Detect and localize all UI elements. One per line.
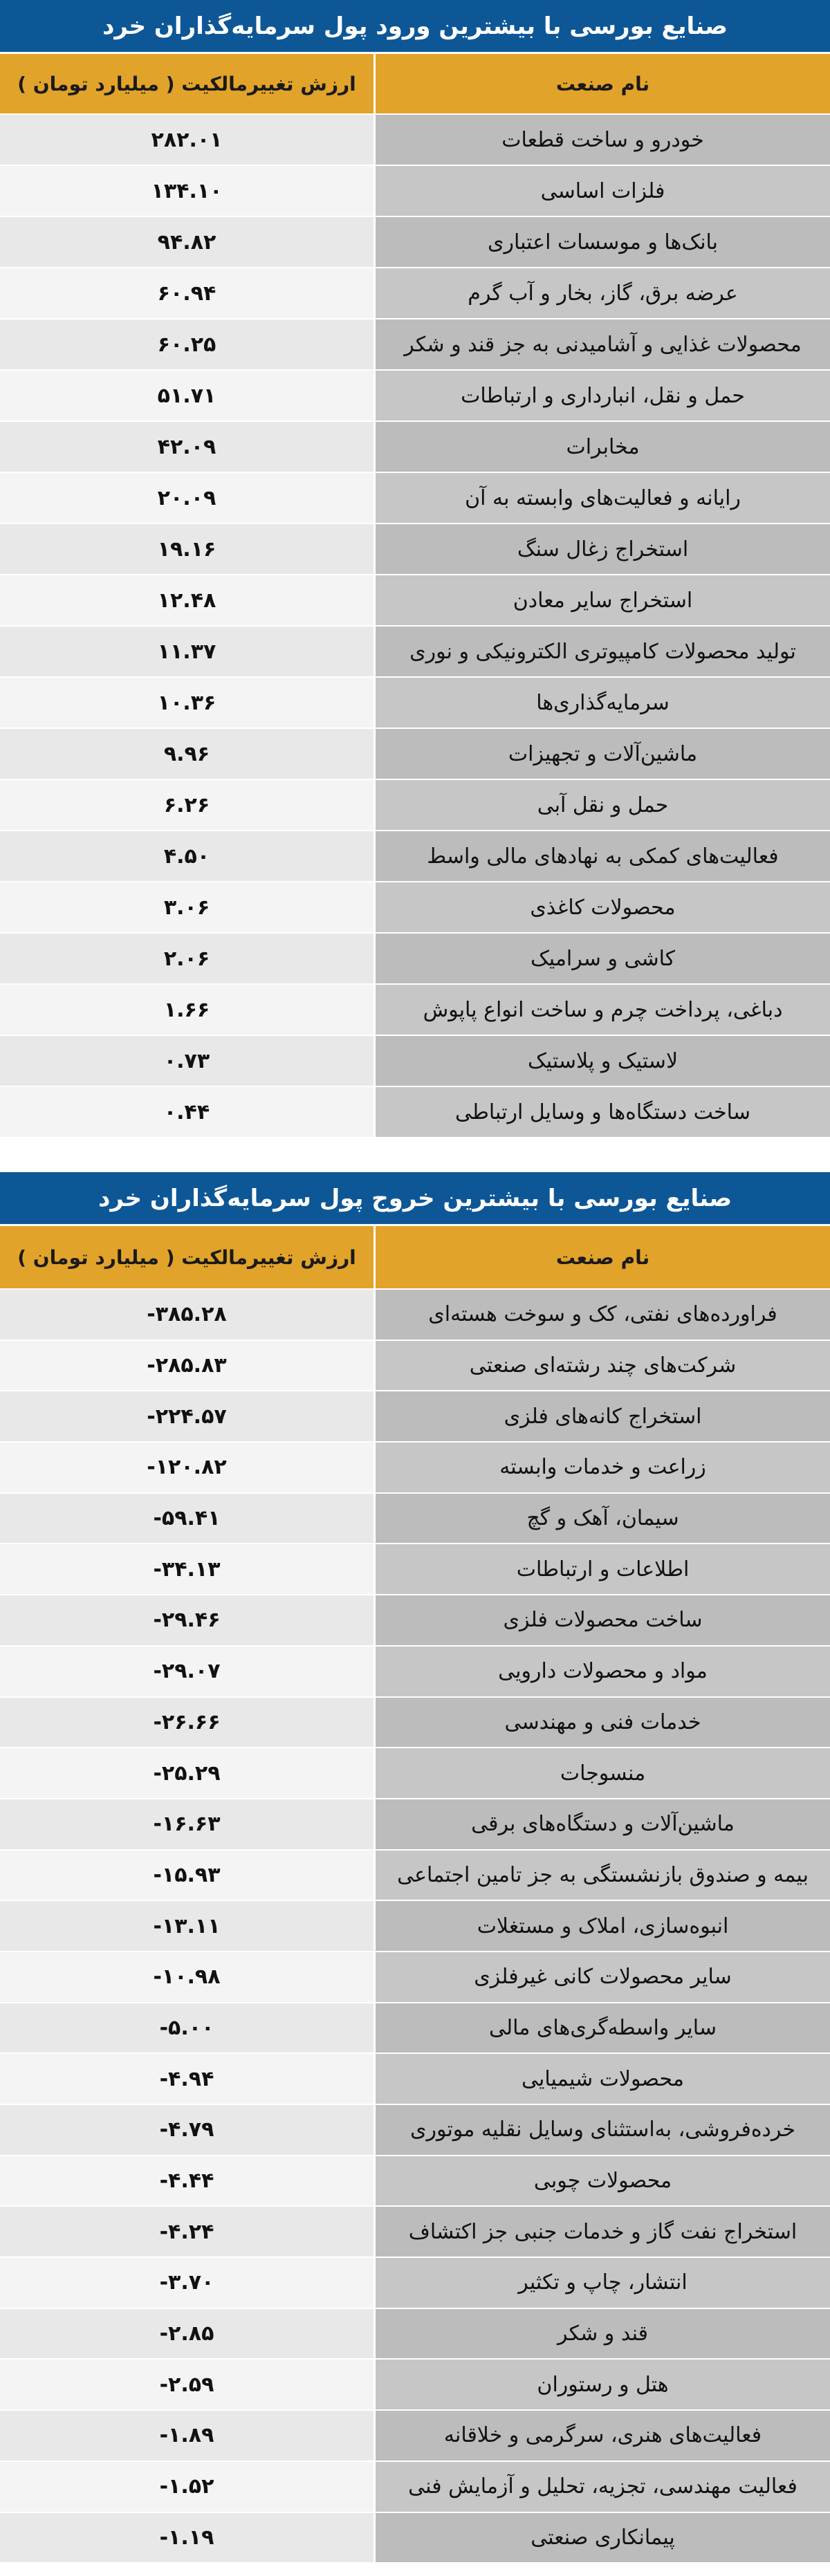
industry-name: فعالیت‌های کمکی به نهادهای مالی واسط <box>374 831 830 881</box>
inflow-header-row <box>0 54 830 113</box>
table-row <box>0 1035 830 1086</box>
ownership-change-value: -۴.۹۴ <box>0 2054 374 2104</box>
industry-name: سرمایه‌گذاری‌ها <box>374 678 830 728</box>
ownership-change-value: ۲۰.۰۹ <box>0 473 374 523</box>
table-row <box>0 1543 830 1594</box>
ownership-change-value: -۵۹.۴۱ <box>0 1494 374 1544</box>
ownership-change-value: ۵۱.۷۱ <box>0 371 374 420</box>
ownership-change-value: ۲۸۲.۰۱ <box>0 115 374 165</box>
industry-name: بیمه و صندوق بازنشستگی به جز تامین اجتماعی <box>374 1851 830 1900</box>
table-row <box>0 2358 830 2409</box>
ownership-change-value: ۱۲.۴۸ <box>0 575 374 625</box>
table-row <box>0 1288 830 1340</box>
table-row <box>0 2053 830 2104</box>
ownership-change-value: ۶۰.۹۴ <box>0 268 374 318</box>
value-column-header: ارزش تغییرمالکیت ( میلیارد تومان ) <box>17 1245 356 1269</box>
industry-name: تولید محصولات کامپیوتری الکترونیکی و نوری <box>374 627 830 676</box>
inflow-title: صنایع بورسی با بیشترین ورود پول سرمایه‌گذاران خرد <box>0 0 830 54</box>
ownership-change-value: -۴.۲۴ <box>0 2207 374 2257</box>
table-row <box>0 2512 830 2563</box>
industry-name: سایر محصولات کانی غیرفلزی <box>374 1952 830 2002</box>
ownership-change-value: -۴.۷۹ <box>0 2105 374 2155</box>
industry-name: محصولات چوبی <box>374 2156 830 2206</box>
table-row <box>0 1951 830 2002</box>
table-row <box>0 1492 830 1544</box>
table-row <box>0 1747 830 1798</box>
table-row <box>0 2205 830 2257</box>
industry-name: سیمان، آهک و گچ <box>374 1494 830 1544</box>
table-row <box>0 728 830 779</box>
table-row <box>0 1594 830 1645</box>
table-row <box>0 881 830 932</box>
table-row <box>0 2002 830 2053</box>
industry-name: خودرو و ساخت قطعات <box>374 115 830 165</box>
table-row <box>0 2308 830 2359</box>
ownership-change-value: ۱۱.۳۷ <box>0 627 374 676</box>
table-row <box>0 369 830 420</box>
value-column-header: ارزش تغییرمالکیت ( میلیارد تومان ) <box>17 72 356 95</box>
ownership-change-value: ۲.۰۶ <box>0 934 374 983</box>
section-divider <box>0 1158 830 1172</box>
table-row <box>0 1696 830 1748</box>
table-row <box>0 2461 830 2512</box>
industry-name: ساخت دستگاه‌ها و وسایل ارتباطی <box>374 1087 830 1137</box>
table-row <box>0 574 830 625</box>
ownership-change-value: ۱.۶۶ <box>0 985 374 1035</box>
ownership-change-value: -۱.۸۹ <box>0 2411 374 2461</box>
industry-name: فلزات اساسی <box>374 166 830 216</box>
table-row <box>0 2155 830 2206</box>
table-row <box>0 523 830 574</box>
inflow-table <box>0 0 830 1137</box>
ownership-change-value: -۱۰.۹۸ <box>0 1952 374 2002</box>
industry-name: استخراج کانه‌های فلزی <box>374 1391 830 1441</box>
table-row <box>0 1900 830 1951</box>
table-row <box>0 113 830 165</box>
table-row <box>0 1645 830 1696</box>
ownership-change-value: -۲.۵۹ <box>0 2360 374 2409</box>
ownership-change-value: -۲۹.۰۷ <box>0 1647 374 1696</box>
ownership-change-value: -۱۳.۱۱ <box>0 1901 374 1951</box>
ownership-change-value: ۳.۰۶ <box>0 882 374 932</box>
industry-name: رایانه و فعالیت‌های وابسته به آن <box>374 473 830 523</box>
table-row <box>0 318 830 369</box>
table-row <box>0 1441 830 1492</box>
ownership-change-value: ۰.۷۳ <box>0 1036 374 1086</box>
ownership-change-value: -۴.۴۴ <box>0 2156 374 2206</box>
industry-name: پیمانکاری صنعتی <box>374 2513 830 2563</box>
industry-name: استخراج سایر معادن <box>374 575 830 625</box>
industry-name: انبوه‌سازی، املاک و مستغلات <box>374 1901 830 1951</box>
industry-name: فراورده‌های نفتی، کک و سوخت هسته‌ای <box>374 1290 830 1340</box>
industry-name: خرده‌فروشی، به‌استثنای وسایل نقلیه موتوری <box>374 2105 830 2155</box>
industry-name: منسوجات <box>374 1748 830 1798</box>
inflow-rows <box>0 113 830 1137</box>
ownership-change-value: -۲۹.۴۶ <box>0 1595 374 1645</box>
ownership-change-value: -۲.۸۵ <box>0 2309 374 2359</box>
table-row <box>0 267 830 318</box>
ownership-change-value: -۲۵.۲۹ <box>0 1748 374 1798</box>
table-row <box>0 165 830 216</box>
industry-name: استخراج زغال سنگ <box>374 524 830 574</box>
industry-name: کاشی و سرامیک <box>374 934 830 983</box>
ownership-change-value: -۲۶.۶۶ <box>0 1698 374 1748</box>
industry-name: محصولات غذایی و آشامیدنی به جز قند و شکر <box>374 319 830 369</box>
industry-name: ماشین‌آلات و تجهیزات <box>374 729 830 779</box>
ownership-change-value: ۴.۵۰ <box>0 831 374 881</box>
ownership-change-value: ۰.۴۴ <box>0 1087 374 1137</box>
industry-name: سایر واسطه‌گری‌های مالی <box>374 2003 830 2053</box>
ownership-change-value: -۵.۰۰ <box>0 2003 374 2053</box>
table-row <box>0 676 830 728</box>
industry-name: انتشار، چاپ و تکثیر <box>374 2258 830 2308</box>
ownership-change-value: ۱۳۴.۱۰ <box>0 166 374 216</box>
industry-name: قند و شکر <box>374 2309 830 2359</box>
industry-name: حمل و نقل، انبارداری و ارتباطات <box>374 371 830 420</box>
ownership-change-value: -۱۲۰.۸۲ <box>0 1443 374 1492</box>
industry-name: هتل و رستوران <box>374 2360 830 2409</box>
ownership-change-value: -۲۲۴.۵۷ <box>0 1391 374 1441</box>
table-row <box>0 779 830 830</box>
table-row <box>0 1390 830 1441</box>
industry-column-header: نام صنعت <box>374 1226 830 1288</box>
industry-name: محصولات شیمیایی <box>374 2054 830 2104</box>
ownership-change-value: ۹.۹۶ <box>0 729 374 779</box>
ownership-change-value: ۶۰.۲۵ <box>0 319 374 369</box>
industry-name: شرکت‌های چند رشته‌ای صنعتی <box>374 1341 830 1391</box>
table-row <box>0 625 830 676</box>
industry-name: دباغی، پرداخت چرم و ساخت انواع پاپوش <box>374 985 830 1035</box>
ownership-change-value: ۱۰.۳۶ <box>0 678 374 728</box>
table-row <box>0 2409 830 2461</box>
ownership-change-value: -۱.۱۹ <box>0 2513 374 2563</box>
industry-column-header: نام صنعت <box>374 54 830 113</box>
ownership-change-value: -۱۶.۶۳ <box>0 1799 374 1849</box>
ownership-change-value: -۱۵.۹۳ <box>0 1851 374 1900</box>
table-row <box>0 1849 830 1900</box>
ownership-change-value: -۳۴.۱۳ <box>0 1544 374 1594</box>
outflow-header-row <box>0 1226 830 1288</box>
industry-name: محصولات کاغذی <box>374 882 830 932</box>
table-row <box>0 1798 830 1849</box>
industry-name: حمل و نقل آبی <box>374 780 830 830</box>
ownership-change-value: ۴۲.۰۹ <box>0 422 374 472</box>
industry-name: بانک‌ها و موسسات اعتباری <box>374 217 830 267</box>
industry-name: زراعت و خدمات وابسته <box>374 1443 830 1492</box>
table-row <box>0 1340 830 1391</box>
industry-name: خدمات فنی و مهندسی <box>374 1698 830 1748</box>
outflow-table <box>0 1172 830 2562</box>
industry-name: لاستیک و پلاستیک <box>374 1036 830 1086</box>
industry-name: ماشین‌آلات و دستگاه‌های برقی <box>374 1799 830 1849</box>
table-row <box>0 420 830 472</box>
industry-name: فعالیت‌های هنری، سرگرمی و خلاقانه <box>374 2411 830 2461</box>
ownership-change-value: ۱۹.۱۶ <box>0 524 374 574</box>
table-row <box>0 2257 830 2308</box>
industry-name: مخابرات <box>374 422 830 472</box>
outflow-title: صنایع بورسی با بیشترین خروج پول سرمایه‌گذاران خرد <box>0 1172 830 1226</box>
table-row <box>0 983 830 1035</box>
industry-name: ساخت محصولات فلزی <box>374 1595 830 1645</box>
table-row <box>0 2104 830 2155</box>
table-row <box>0 932 830 983</box>
industry-name: عرضه برق، گاز، بخار و آب گرم <box>374 268 830 318</box>
ownership-change-value: -۳۸۵.۲۸ <box>0 1290 374 1340</box>
industry-name: فعالیت مهندسی، تجزیه، تحلیل و آزمایش فنی <box>374 2462 830 2512</box>
ownership-change-value: ۶.۲۶ <box>0 780 374 830</box>
table-row <box>0 472 830 523</box>
ownership-change-value: -۱.۵۲ <box>0 2462 374 2512</box>
ownership-change-value: ۹۴.۸۲ <box>0 217 374 267</box>
industry-name: استخراج نفت گاز و خدمات جنبی جز اکتشاف <box>374 2207 830 2257</box>
industry-name: مواد و محصولات دارویی <box>374 1647 830 1696</box>
ownership-change-value: -۲۸۵.۸۳ <box>0 1341 374 1391</box>
ownership-change-value: -۳.۷۰ <box>0 2258 374 2308</box>
outflow-rows <box>0 1288 830 2562</box>
table-row <box>0 216 830 267</box>
industry-name: اطلاعات و ارتباطات <box>374 1544 830 1594</box>
table-row <box>0 1086 830 1137</box>
table-row <box>0 830 830 881</box>
